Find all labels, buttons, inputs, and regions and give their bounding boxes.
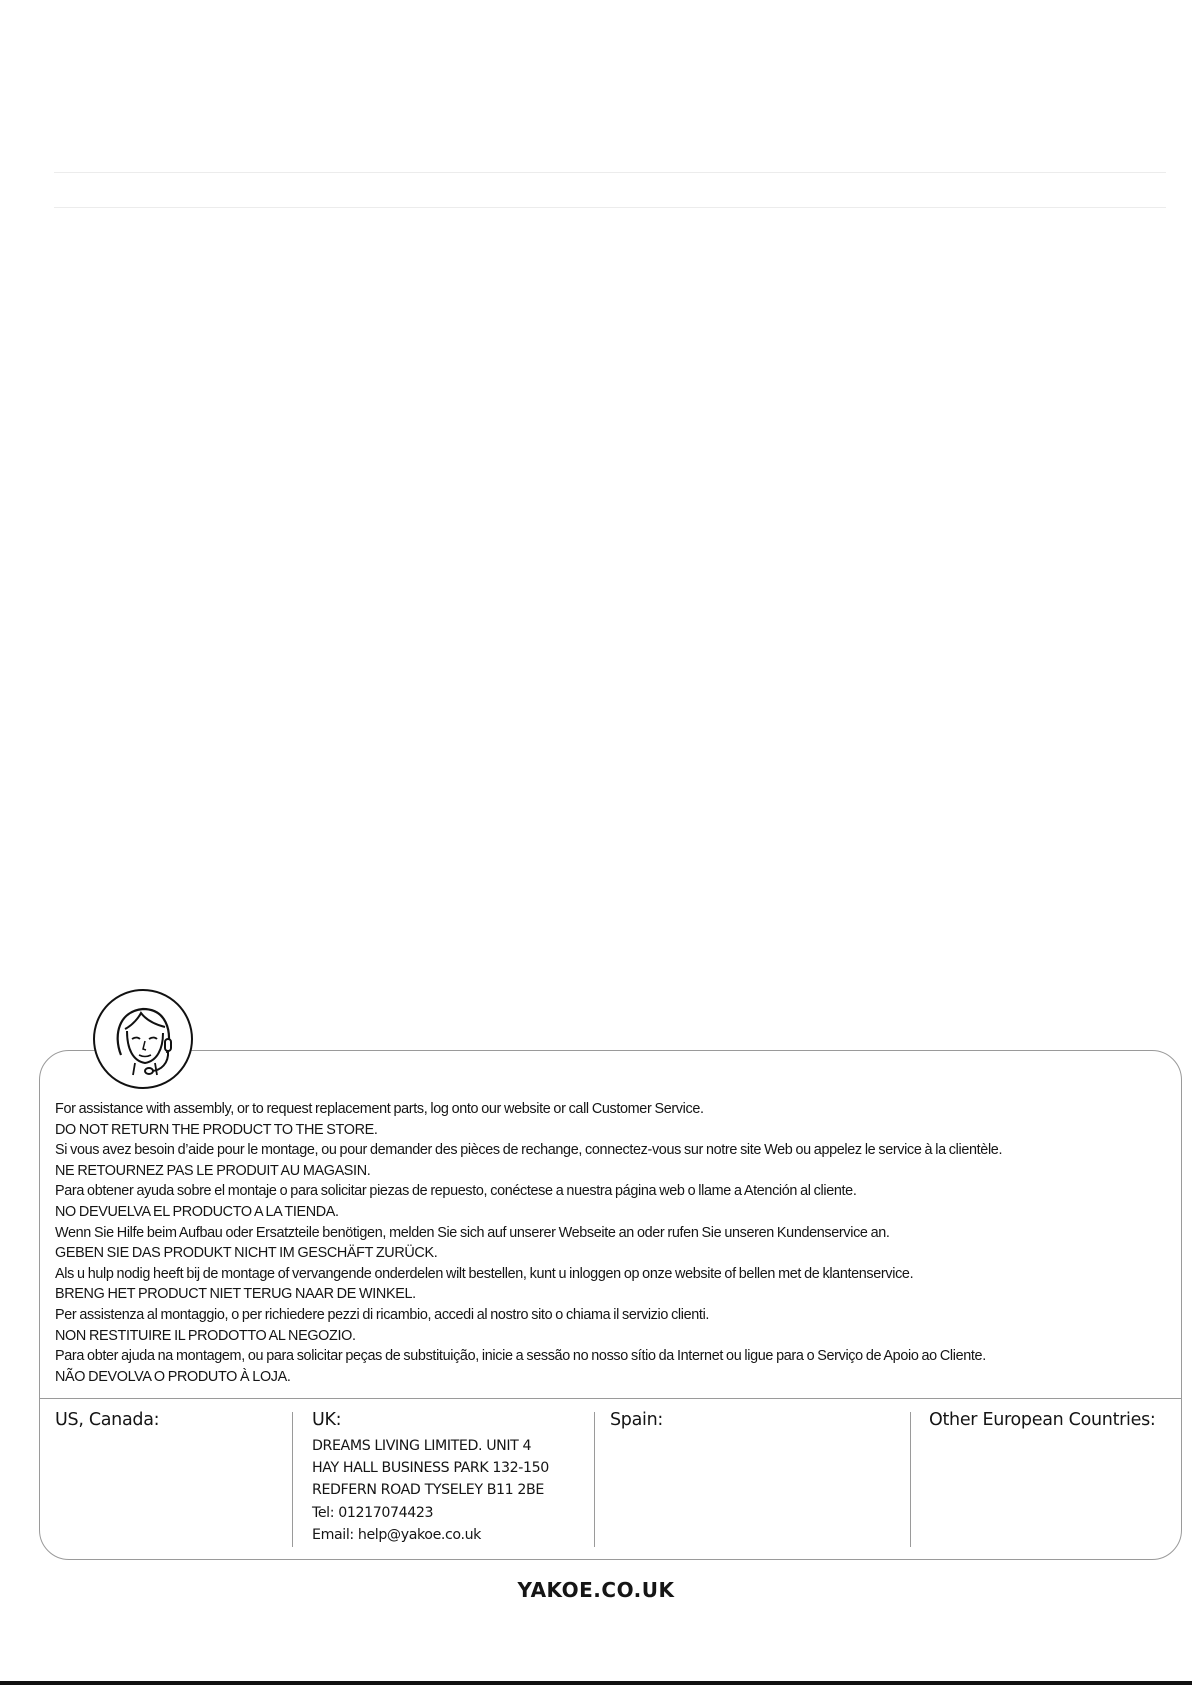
page-bottom-edge [0, 1681, 1192, 1685]
uk-label: UK: [312, 1410, 342, 1430]
assistance-messages [55, 1099, 1180, 1387]
message-line: BRENG HET PRODUCT NIET TERUG NAAR DE WINKEL. [55, 1286, 416, 1303]
message-line: NO DEVUELVA EL PRODUCTO A LA TIENDA. [55, 1203, 339, 1220]
message-line: Wenn Sie Hilfe beim Aufbau oder Ersatzteile benötigen, melden Sie sich auf unserer Webseite an oder rufen Sie unseren Kundenservice an. [55, 1224, 890, 1241]
spain-label: Spain: [610, 1410, 663, 1430]
message-line: DO NOT RETURN THE PRODUCT TO THE STORE. [55, 1121, 378, 1138]
message-line: For assistance with assembly, or to request replacement parts, log onto our website or call Customer Service. [55, 1101, 704, 1117]
message-line: NE RETOURNEZ PAS LE PRODUIT AU MAGASIN. [55, 1162, 371, 1179]
column-divider [292, 1412, 293, 1547]
customer-service-headset-icon [93, 989, 193, 1089]
message-line: Per assistenza al montaggio, o per richiedere pezzi di ricambio, accedi al nostro sito o chiama il servizio clienti. [55, 1306, 710, 1323]
message-line: NÃO DEVOLVA O PRODUTO À LOJA. [55, 1368, 291, 1385]
message-line: Para obtener ayuda sobre el montaje o para solicitar piezas de repuesto, conéctese a nuestra página web o llame a Atención al cliente. [55, 1183, 857, 1200]
uk-company-line: DREAMS LIVING LIMITED. UNIT 4 [312, 1438, 532, 1454]
footer-website[interactable]: YAKOE.CO.UK [517, 1578, 675, 1602]
us-canada-label: US, Canada: [55, 1410, 160, 1430]
message-line: Para obter ajuda na montagem, ou para solicitar peças de substituição, inicie a sessão no nosso sítio da Internet ou ligue para o Serviço de Apoio ao Cliente. [55, 1348, 986, 1365]
uk-address-line: REDFERN ROAD TYSELEY B11 2BE [312, 1482, 544, 1499]
message-line: Als u hulp nodig heeft bij de montage of vervangende onderdelen wilt bestellen, kunt u inloggen op onze website of bellen met de klantenservice. [55, 1265, 914, 1282]
other-european-label: Other European Countries: [929, 1410, 1156, 1430]
column-divider [910, 1412, 911, 1547]
uk-email[interactable]: Email: help@yakoe.co.uk [312, 1526, 481, 1543]
uk-contact-details [312, 1435, 549, 1546]
message-line: GEBEN SIE DAS PRODUKT NICHT IM GESCHÄFT ZURÜCK. [55, 1245, 438, 1262]
contacts-divider [39, 1398, 1182, 1399]
uk-address-line: HAY HALL BUSINESS PARK 132-150 [312, 1460, 549, 1477]
message-line: Si vous avez besoin d’aide pour le montage, ou pour demander des pièces de rechange, connectez-vous sur notre site Web ou appelez le service à la clientèle. [55, 1142, 1003, 1159]
second-rule [54, 207, 1166, 208]
uk-phone: Tel: 01217074423 [312, 1504, 434, 1521]
top-rule [54, 172, 1166, 173]
column-divider [594, 1412, 595, 1547]
message-line: NON RESTITUIRE IL PRODOTTO AL NEGOZIO. [55, 1327, 356, 1344]
